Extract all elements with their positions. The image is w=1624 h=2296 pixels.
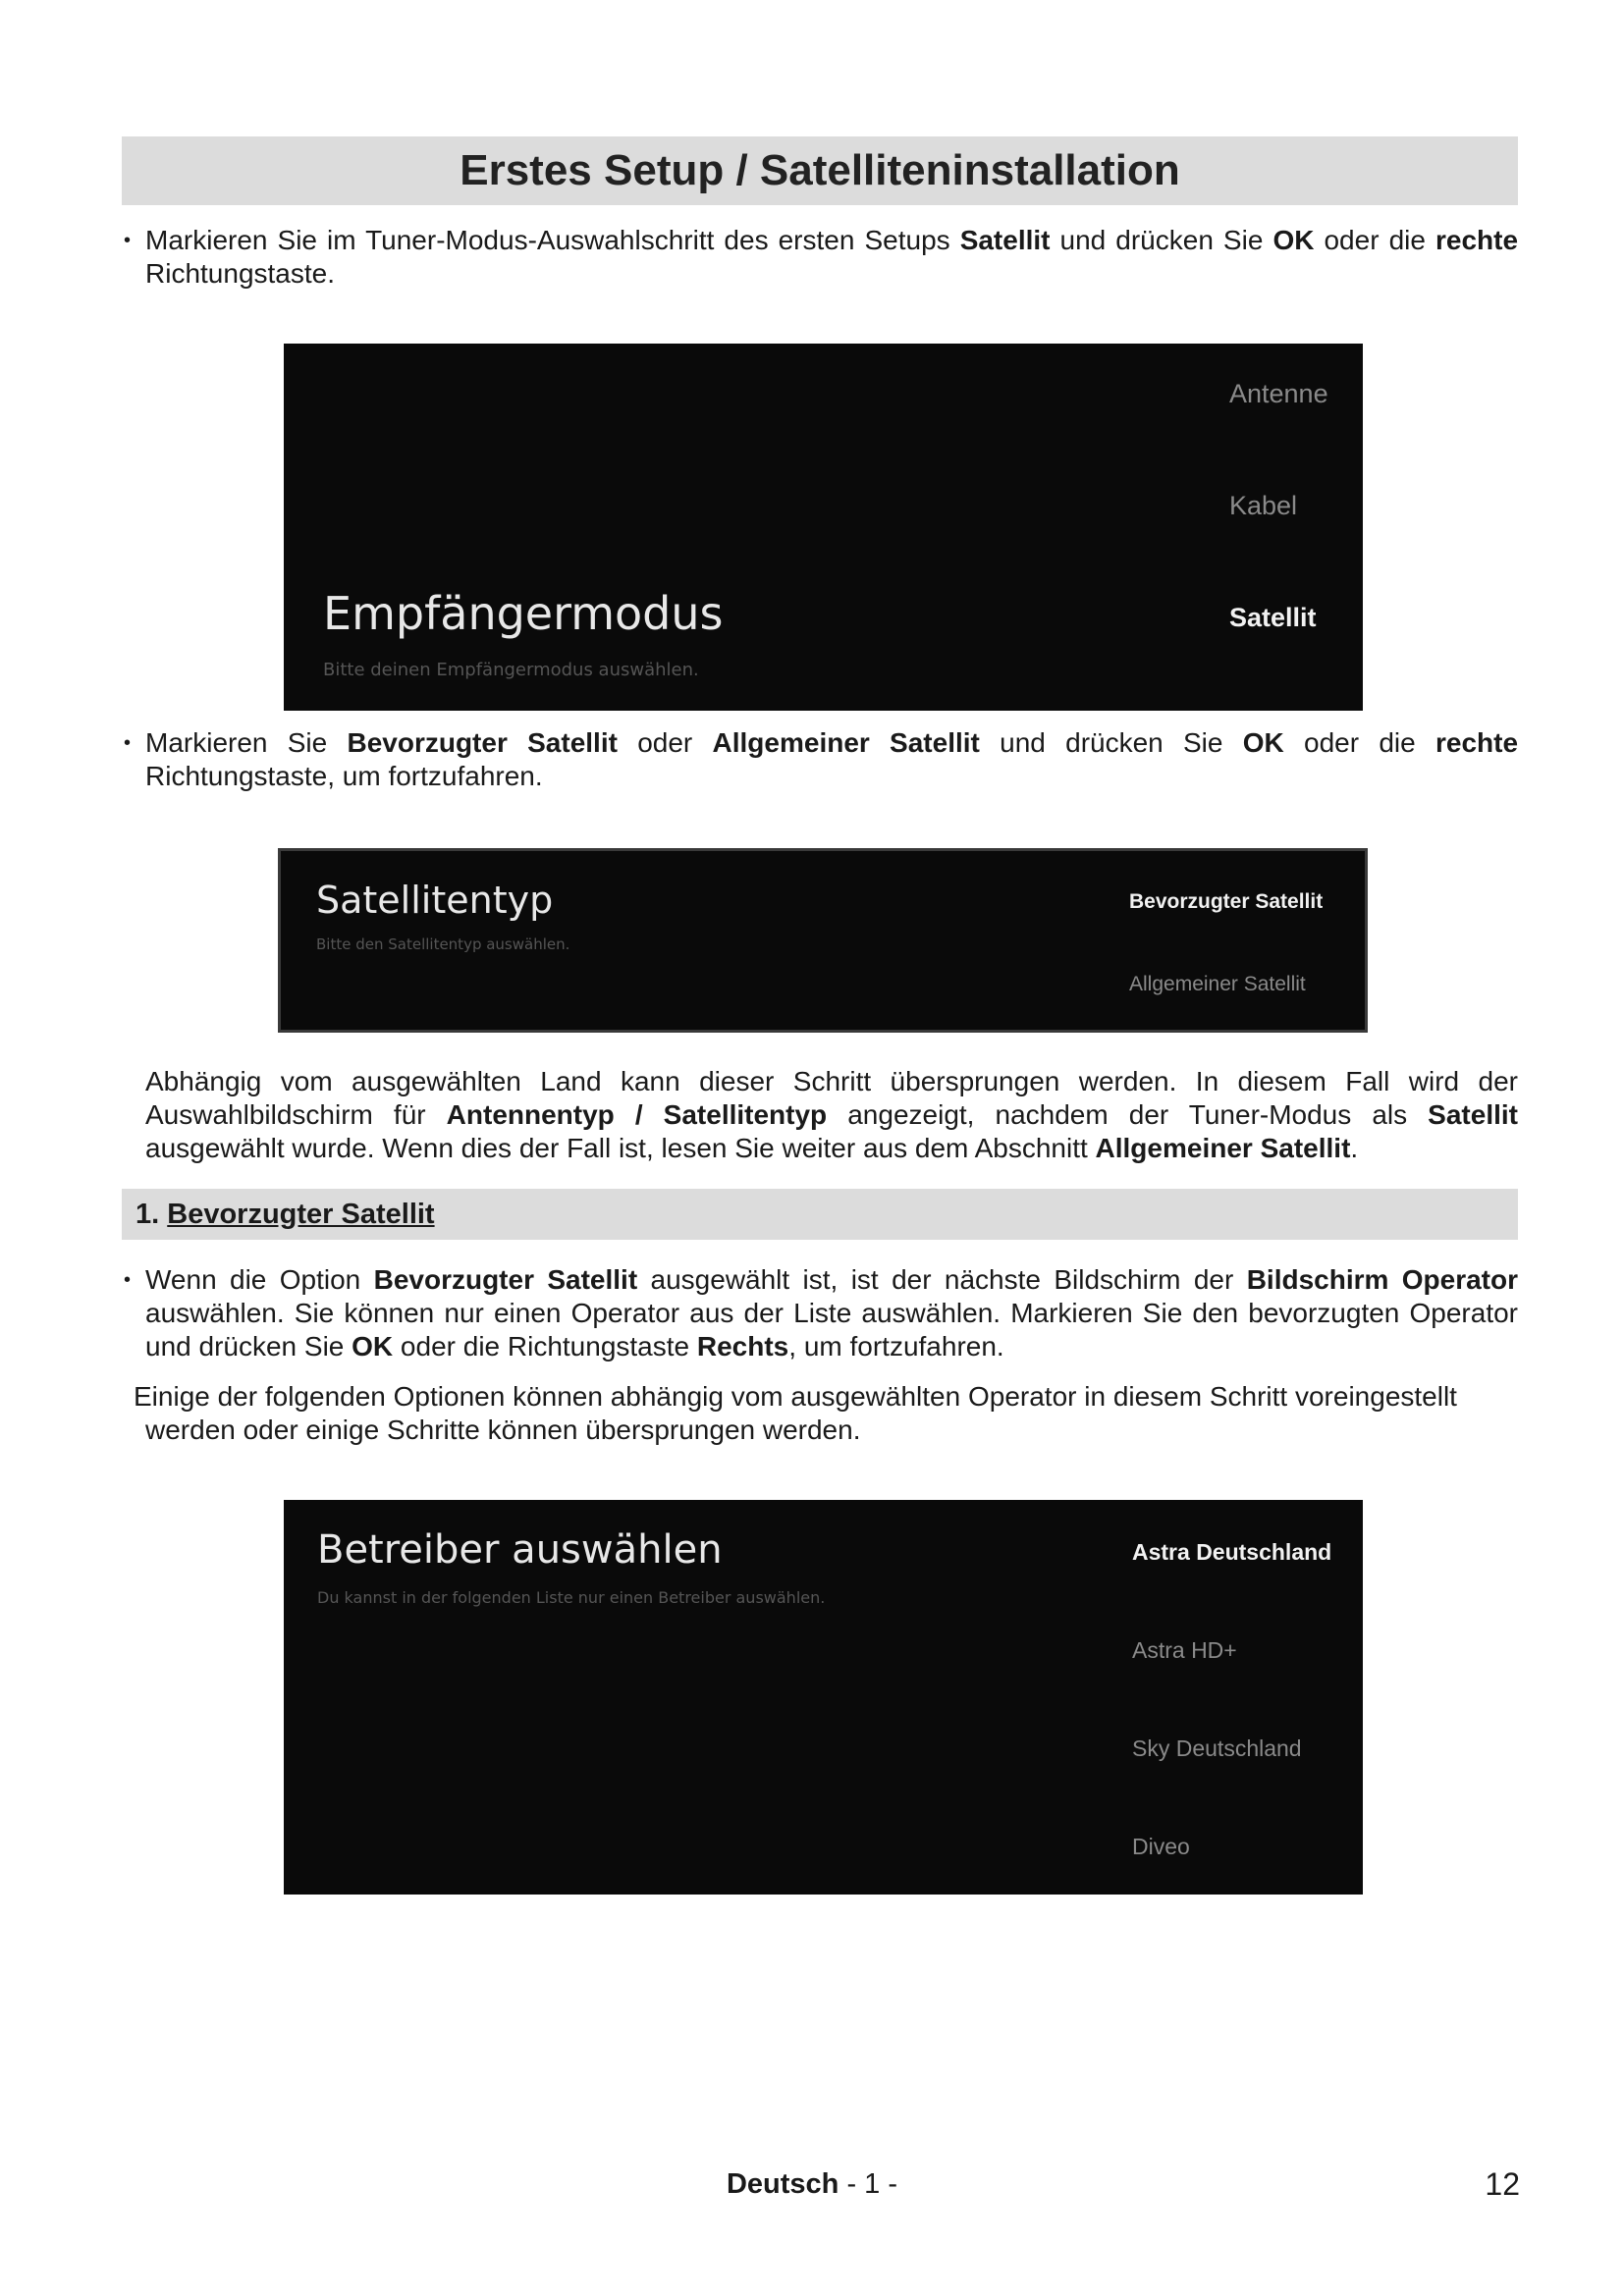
footer-language: Deutsch - 1 - (726, 2168, 898, 2200)
option-antenne[interactable]: Antenne (1229, 379, 1328, 408)
bullet-icon: • (124, 732, 132, 754)
option-astra-deutschland[interactable]: Astra Deutschland (1132, 1539, 1332, 1565)
page-title: Erstes Setup / Satelliteninstallation (122, 136, 1518, 205)
bullet-paragraph-3: • Wenn die Option Bevorzugter Satellit ausgewählt ist, ist der nächste Bildschirm der Bildschirm Operator auswählen. Sie können nur einen Operator aus der Liste auswählen. Markieren Sie den bevorzugten Operator und drücken Sie OK oder die Richtungstaste Rechts, um fortzufahren. (124, 1264, 1519, 1362)
screenshot-satellite-type (278, 848, 1368, 1033)
option-kabel[interactable]: Kabel (1229, 491, 1298, 520)
note-paragraph-2: Einige der folgenden Optionen können abhängig vom ausgewählten Operator in diesem Schritt voreingestellt werden oder einige Schritte können übersprungen werden. (134, 1381, 1457, 1445)
option-bevorzugter-satellit[interactable]: Bevorzugter Satellit (1129, 890, 1324, 913)
section-heading (122, 1189, 1518, 1240)
bullet-icon: • (124, 230, 132, 251)
option-diveo[interactable]: Diveo (1132, 1834, 1190, 1859)
screen-heading: Betreiber auswählen (317, 1527, 723, 1573)
option-astra-hd-plus[interactable]: Astra HD+ (1132, 1637, 1237, 1663)
option-satellit[interactable]: Satellit (1229, 603, 1317, 632)
note-paragraph-1: Abhängig vom ausgewählten Land kann dieser Schritt übersprungen werden. In diesem Fall wird der Auswahlbildschirm für Antennentyp / Satellitentyp angezeigt, nachdem der Tuner-Modus als Satellit ausgewählt wurde. Wenn dies der Fall ist, lesen Sie weiter aus dem Abschnitt Allgemeiner Satellit. (145, 1066, 1518, 1163)
screen-heading: Empfängermodus (323, 587, 724, 640)
bullet-paragraph-2: • Markieren Sie Bevorzugter Satellit oder Allgemeiner Satellit und drücken Sie OK oder die rechte Richtungstaste, um fortzufahren. (124, 727, 1519, 791)
bullet-paragraph-1: • Markieren Sie im Tuner-Modus-Auswahlschritt des ersten Setups Satellit und drücken Sie OK oder die rechte Richtungstaste. (124, 225, 1519, 289)
screen-subtitle: Bitte deinen Empfängermodus auswählen. (323, 660, 699, 680)
option-allgemeiner-satellit[interactable]: Allgemeiner Satellit (1129, 973, 1306, 995)
section-number: 1. (135, 1199, 168, 1230)
screenshot-operator-select (284, 1500, 1363, 1895)
section-label: Bevorzugter Satellit (167, 1199, 435, 1230)
page-number: 12 (1485, 2166, 1520, 2202)
screenshot-receiver-mode (284, 344, 1363, 711)
screen-subtitle: Bitte den Satellitentyp auswählen. (316, 935, 570, 953)
screen-subtitle: Du kannst in der folgenden Liste nur einen Betreiber auswählen. (317, 1588, 826, 1607)
option-sky-deutschland[interactable]: Sky Deutschland (1132, 1735, 1302, 1761)
bullet-icon: • (124, 1269, 132, 1291)
screen-heading: Satellitentyp (316, 879, 554, 922)
